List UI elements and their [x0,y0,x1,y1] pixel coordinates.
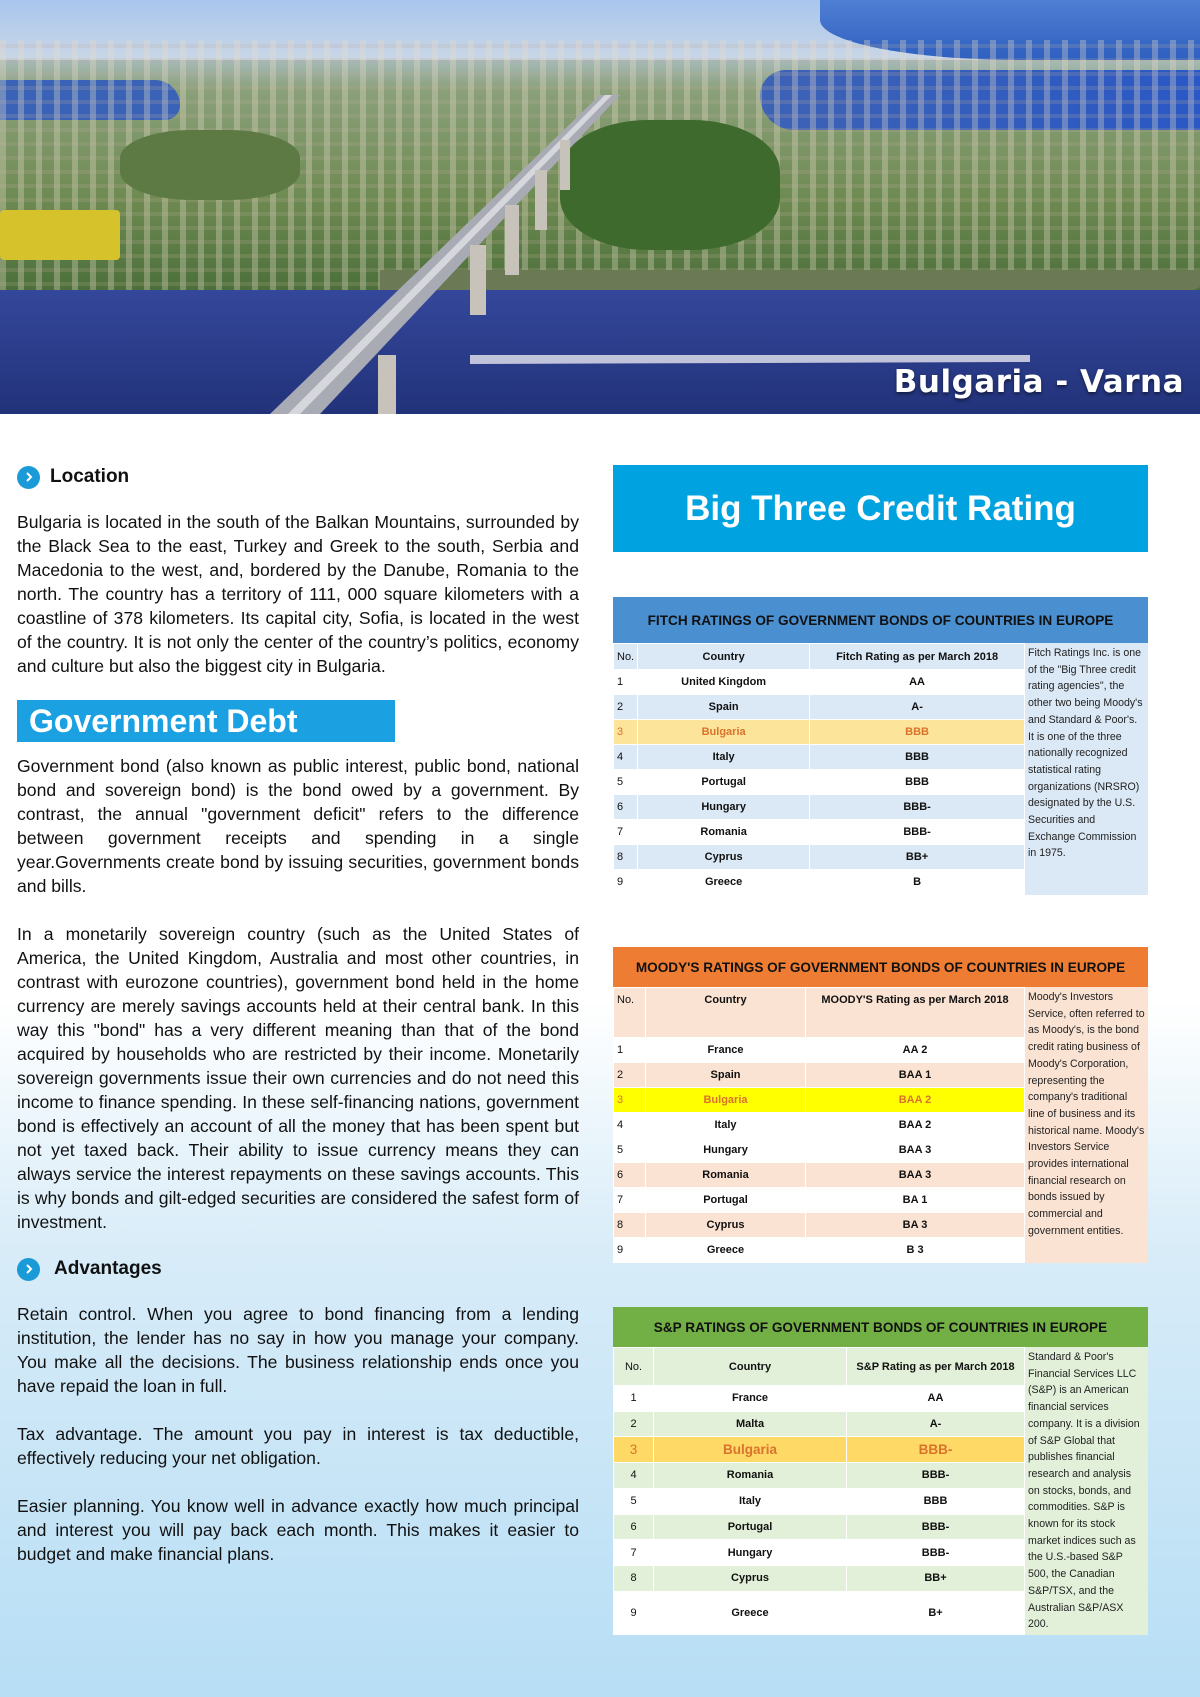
table-row [614,1038,1025,1063]
col-header-country: Country [654,1348,847,1386]
table-row [614,1063,1025,1088]
row-rating: BAA 2 [806,1113,1025,1138]
table-row [614,795,1025,820]
moody-description: Moody's Investors Service, often referred to as Moody's, is the bond credit rating business of Moody's Corporation, representing the company's traditional line of business and its historical name. Moody's Investors Service provides international financial research on bonds issued by commercial and government entities. [1025,987,1148,1263]
fitch-header-row [614,644,1025,670]
row-no: 1 [614,670,638,695]
row-no: 5 [614,770,638,795]
table-row [614,1238,1025,1263]
moody-table [613,987,1025,1263]
row-rating: BA 1 [806,1188,1025,1213]
table-row [614,770,1025,795]
row-no: 2 [614,695,638,720]
sp-ratings-panel [613,1307,1148,1635]
row-country: Italy [646,1113,806,1138]
table-row [614,695,1025,720]
row-no: 7 [614,1540,654,1566]
row-country: Cyprus [638,845,810,870]
sp-table [613,1347,1025,1635]
row-country: Greece [638,870,810,895]
government-debt-para-1: Government bond (also known as public interest, public bond, national bond and sovereign bond) is the bond owed by a government. By contrast, the annual "government deficit" refers to the difference between government receipts and spending in a single year.Governments create bond by issuing securities, government bonds and bills. [17,756,579,896]
table-row [614,1386,1025,1412]
table-row [614,1565,1025,1591]
row-country: Portugal [638,770,810,795]
big-three-banner: Big Three Credit Rating [613,465,1148,552]
table-row [614,870,1025,895]
fitch-table [613,643,1025,895]
row-no: 3 [614,720,638,745]
table-row [614,1188,1025,1213]
row-no: 1 [614,1386,654,1412]
row-rating: BBB [810,745,1025,770]
row-no: 2 [614,1411,654,1437]
row-no: 3 [614,1088,646,1113]
row-no: 6 [614,795,638,820]
table-row [614,1411,1025,1437]
table-row [614,1163,1025,1188]
table-row-highlighted [614,1088,1025,1113]
row-no: 5 [614,1488,654,1514]
table-row [614,745,1025,770]
row-rating: A- [847,1411,1025,1437]
row-country: Bulgaria [654,1437,847,1463]
table-row-highlighted [614,720,1025,745]
row-no: 6 [614,1514,654,1540]
row-rating: BB+ [847,1565,1025,1591]
row-country: Greece [646,1238,806,1263]
row-no: 9 [614,870,638,895]
row-rating: BBB- [847,1463,1025,1489]
row-country: Romania [646,1163,806,1188]
sp-header-row [614,1348,1025,1386]
row-no: 8 [614,845,638,870]
government-debt-title: Government Debt [17,700,395,742]
row-country: Spain [646,1063,806,1088]
row-country: Greece [654,1591,847,1634]
chevron-right-icon [17,466,40,489]
row-no: 7 [614,1188,646,1213]
location-heading-label: Location [50,466,130,487]
row-no: 3 [614,1437,654,1463]
row-rating: BBB- [847,1437,1025,1463]
row-country: United Kingdom [638,670,810,695]
row-rating: BBB [810,770,1025,795]
row-country: France [646,1038,806,1063]
col-header-rating: Fitch Rating as per March 2018 [810,644,1025,670]
row-rating: BAA 1 [806,1063,1025,1088]
row-rating: BBB- [810,820,1025,845]
row-rating: BAA 3 [806,1138,1025,1163]
row-rating: BBB [847,1488,1025,1514]
table-row [614,1488,1025,1514]
row-rating: BBB- [847,1514,1025,1540]
row-country: Hungary [654,1540,847,1566]
row-no: 4 [614,1113,646,1138]
moody-caption: MOODY'S RATINGS OF GOVERNMENT BONDS OF COUNTRIES IN EUROPE [613,947,1148,987]
row-country: Spain [638,695,810,720]
fitch-caption: FITCH RATINGS OF GOVERNMENT BONDS OF COUNTRIES IN EUROPE [613,597,1148,643]
fitch-description: Fitch Ratings Inc. is one of the "Big Three credit rating agencies", the other two being Moody's and Standard & Poor's. It is one of the three nationally recognized statistical rating organizations (NRSRO) designated by the U.S. Securities and Exchange Commission in 1975. [1025,643,1148,895]
row-no: 5 [614,1138,646,1163]
row-no: 7 [614,820,638,845]
table-row [614,1138,1025,1163]
advantages-para-1: Retain control. When you agree to bond financing from a lending institution, the lender has no say in how you manage your company. You make all the decisions. The business relationship ends once you have repaid the loan in full. [17,1304,579,1396]
row-rating: BBB- [810,795,1025,820]
row-rating: AA [810,670,1025,695]
fitch-ratings-panel [613,597,1148,895]
row-rating: BAA 2 [806,1088,1025,1113]
left-column [17,462,579,1566]
col-header-no: No. [614,988,646,1038]
table-row [614,1213,1025,1238]
table-row [614,1540,1025,1566]
row-country: Italy [654,1488,847,1514]
row-country: Malta [654,1411,847,1437]
advantages-para-2: Tax advantage. The amount you pay in interest is tax deductible, effectively reducing your net obligation. [17,1424,579,1468]
row-no: 2 [614,1063,646,1088]
col-header-no: No. [614,644,638,670]
table-row [614,670,1025,695]
table-row [614,1463,1025,1489]
row-country: Italy [638,745,810,770]
col-header-no: No. [614,1348,654,1386]
advantages-para-3: Easier planning. You know well in advance exactly how much principal and interest you will pay back each month. This makes it easier to budget and make financial plans. [17,1496,579,1564]
row-rating: B 3 [806,1238,1025,1263]
row-no: 4 [614,1463,654,1489]
col-header-rating: S&P Rating as per March 2018 [847,1348,1025,1386]
row-country: Portugal [646,1188,806,1213]
row-country: France [654,1386,847,1412]
sp-caption: S&P RATINGS OF GOVERNMENT BONDS OF COUNTRIES IN EUROPE [613,1307,1148,1347]
row-country: Cyprus [646,1213,806,1238]
row-rating: B [810,870,1025,895]
col-header-rating: MOODY'S Rating as per March 2018 [806,988,1025,1038]
row-no: 8 [614,1565,654,1591]
row-country: Romania [654,1463,847,1489]
row-no: 8 [614,1213,646,1238]
row-country: Bulgaria [638,720,810,745]
moody-header-row [614,988,1025,1038]
table-row [614,1514,1025,1540]
location-text: Bulgaria is located in the south of the Balkan Mountains, surrounded by the Black Sea to the east, Turkey and Greek to the south, Serbia and Macedonia to the west, and, bordered by the Danube, Romania to the north. The country has a territory of 111, 000 square kilometers with a coastline of 378 kilometers. Its capital city, Sofia, is located in the west of the country. It is not only the center of the country’s politics, economy and culture but also the biggest city in Bulgaria. [17,512,579,676]
row-country: Bulgaria [646,1088,806,1113]
row-rating: BBB- [847,1540,1025,1566]
row-no: 1 [614,1038,646,1063]
row-rating: BA 3 [806,1213,1025,1238]
table-row [614,820,1025,845]
right-column [613,465,1148,1631]
table-row-highlighted [614,1437,1025,1463]
row-country: Cyprus [654,1565,847,1591]
col-header-country: Country [646,988,806,1038]
hero-bridge [0,0,1200,414]
row-no: 4 [614,745,638,770]
table-row [614,1591,1025,1634]
row-rating: AA 2 [806,1038,1025,1063]
sp-description: Standard & Poor's Financial Services LLC (S&P) is an American financial services company. It is a division of S&P Global that publishes financial research and analysis on stocks, bonds, and commodities. S&P is known for its stock market indices such as the U.S.-based S&P 500, the Canadian S&P/TSX, and the Australian S&P/ASX 200. [1025,1347,1148,1635]
row-rating: AA [847,1386,1025,1412]
moody-ratings-panel [613,947,1148,1263]
row-rating: BAA 3 [806,1163,1025,1188]
row-no: 6 [614,1163,646,1188]
government-debt-para-2: In a monetarily sovereign country (such as the United States of America, the United Kingdom, Australia and most other countries, in contrast with eurozone countries), government bond held in the home currency are merely savings accounts held at their central bank. In this way this "bond" has a very different meaning than that of the bond acquired by households who are restricted by their income. Monetarily sovereign governments issue their own currencies and do not need this income to finance spending. In these self-financing nations, government bond is effectively an account of all the money that has been spent but not yet taxed back. Their ability to issue currency means they can always service the interest repayments on these savings accounts. This is why bonds and gilt-edged securities are considered the safest form of investment. [17,924,579,1232]
chevron-right-icon [17,1258,40,1281]
table-row [614,845,1025,870]
row-rating: BB+ [810,845,1025,870]
row-country: Hungary [646,1138,806,1163]
row-country: Hungary [638,795,810,820]
hero-title: Bulgaria - Varna [893,364,1184,400]
row-no: 9 [614,1238,646,1263]
advantages-heading-label: Advantages [54,1258,162,1279]
col-header-country: Country [638,644,810,670]
row-country: Portugal [654,1514,847,1540]
row-no: 9 [614,1591,654,1634]
row-country: Romania [638,820,810,845]
row-rating: A- [810,695,1025,720]
advantages-heading [17,1254,579,1284]
table-row [614,1113,1025,1138]
row-rating: BBB [810,720,1025,745]
hero-photo [0,0,1200,414]
location-heading [17,462,579,492]
row-rating: B+ [847,1591,1025,1634]
